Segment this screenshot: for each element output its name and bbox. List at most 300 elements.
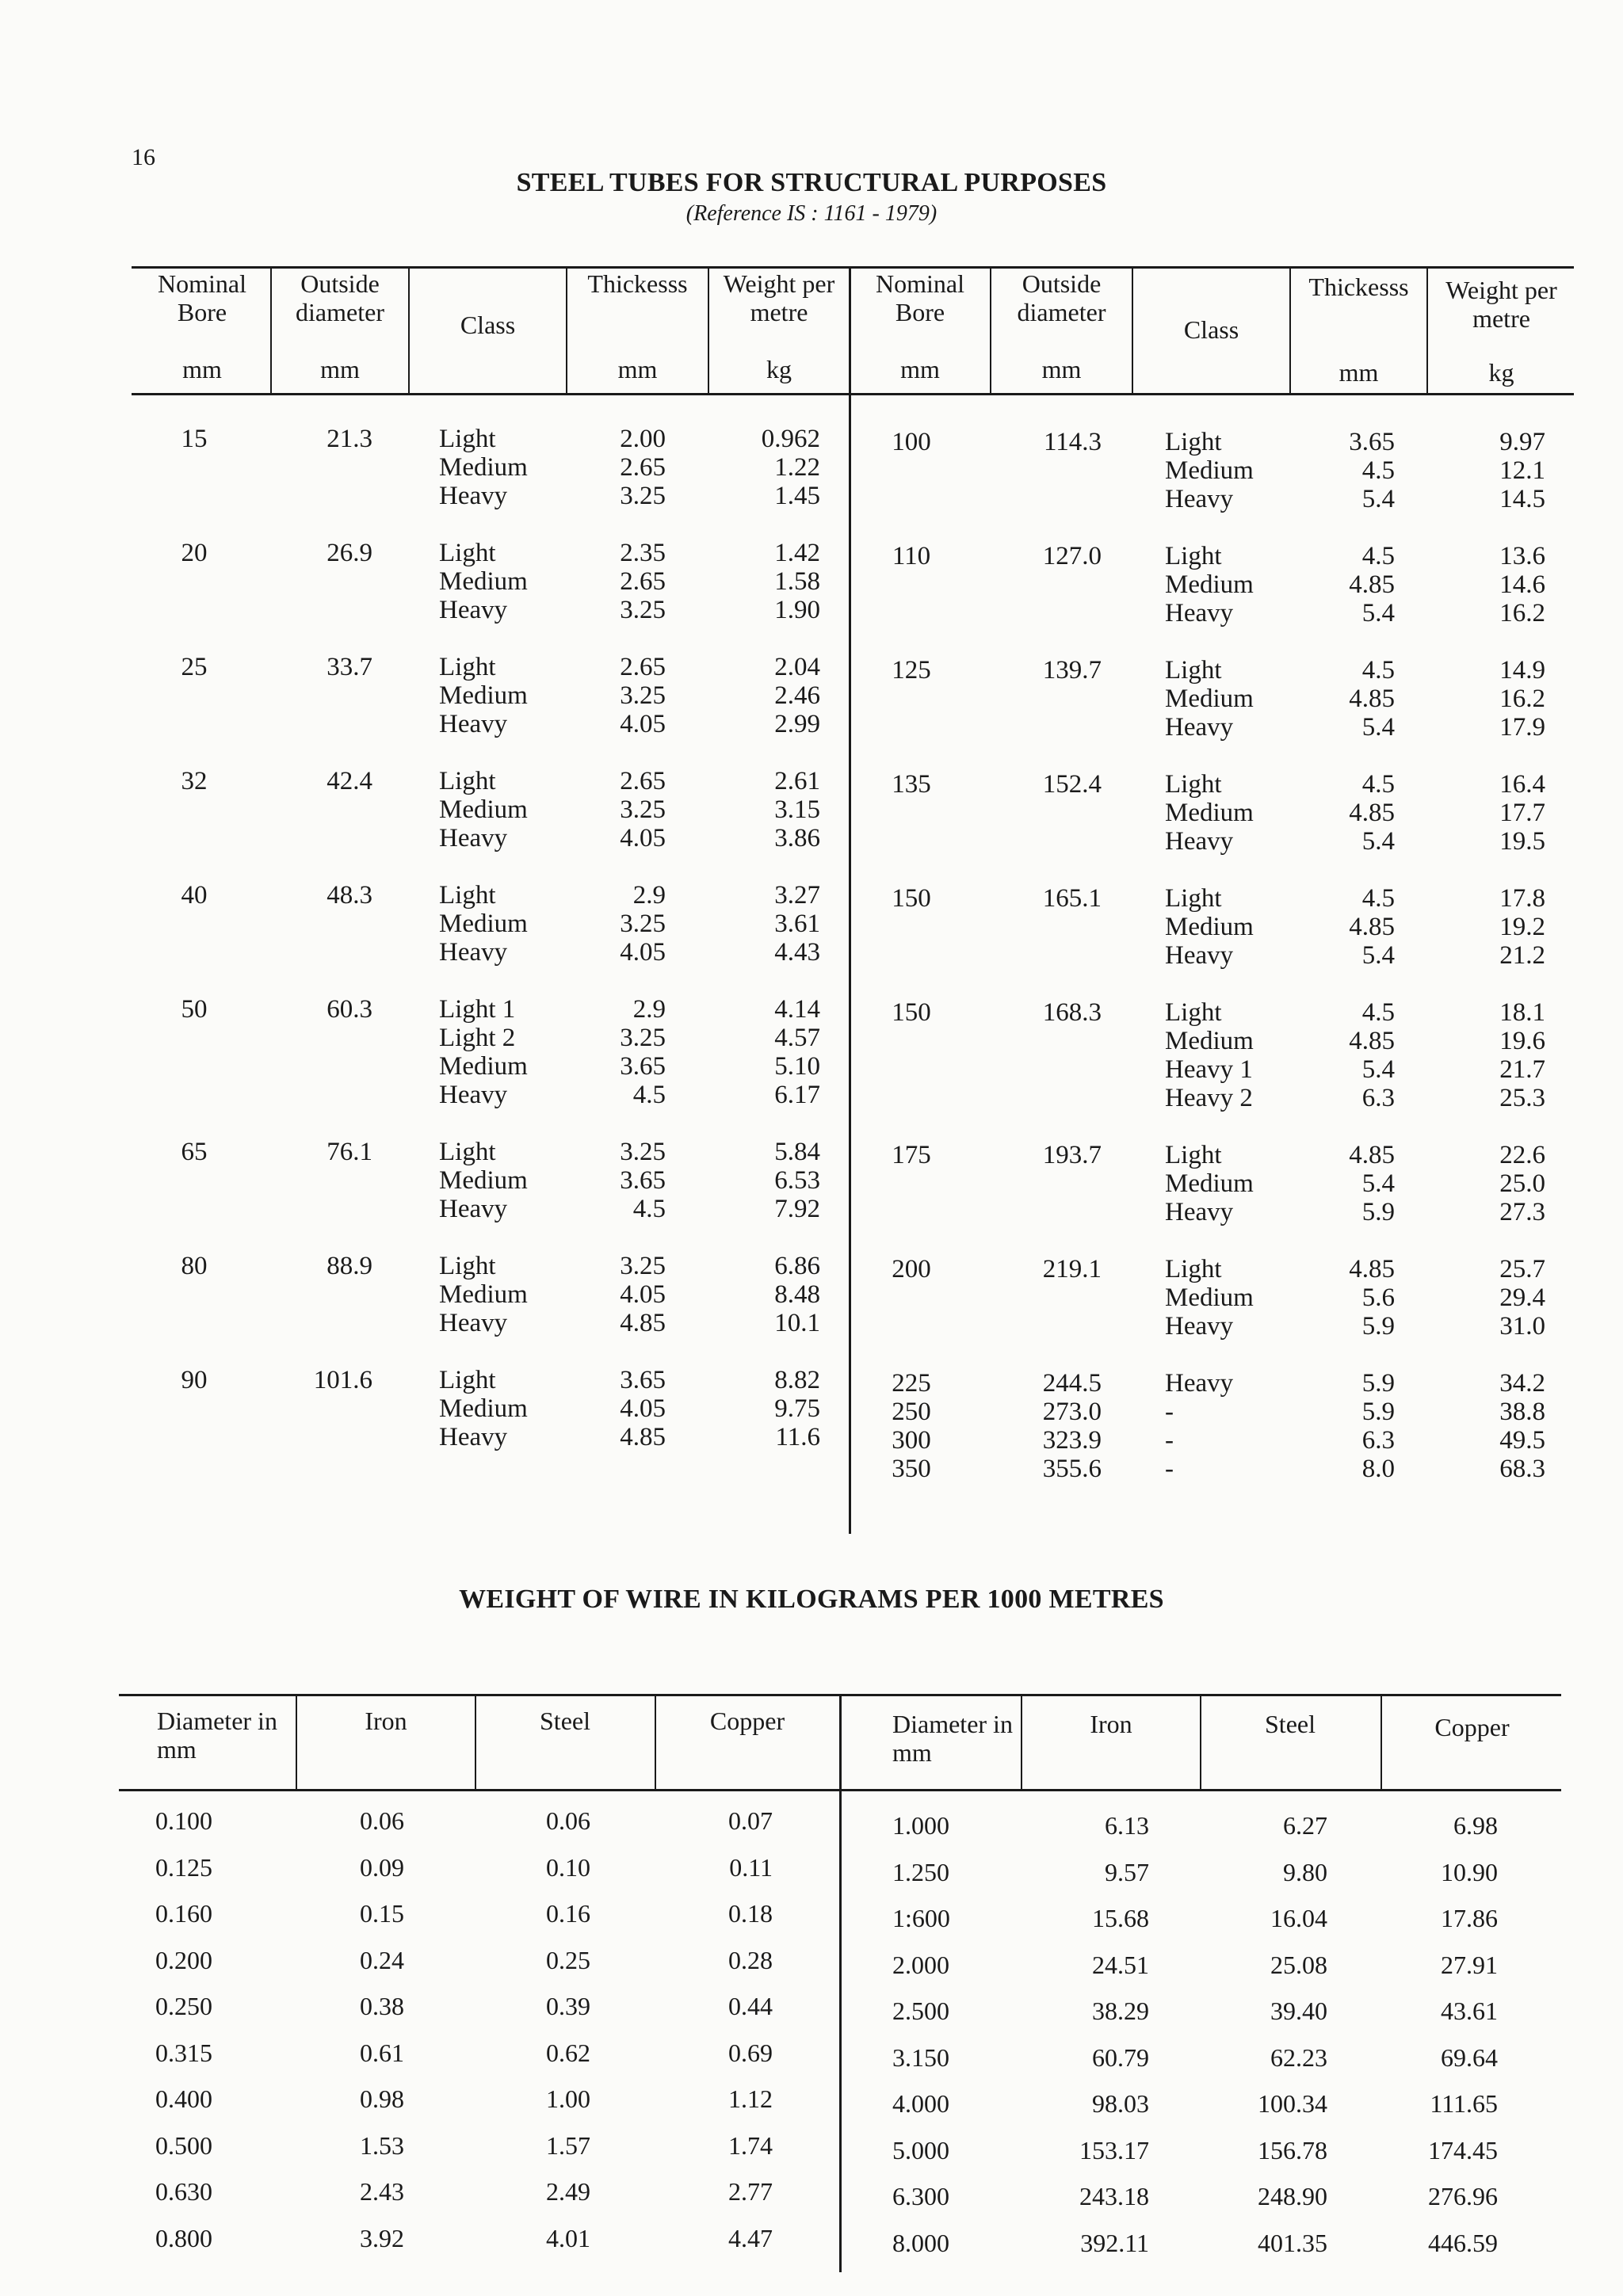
nominal-bore-value: 50 <box>181 995 208 1024</box>
weight-value: 19.2 <box>1499 913 1545 941</box>
outside-diameter-column <box>277 1138 372 1166</box>
class-value: Medium <box>1165 1283 1254 1312</box>
wire-header-copper: Copper <box>1434 1713 1510 1741</box>
thickness-column <box>602 881 666 967</box>
outside-diameter-value: 26.9 <box>327 539 372 567</box>
weight-value: 6.53 <box>774 1166 820 1195</box>
weight-column <box>1450 1369 1545 1483</box>
weight-value: 49.5 <box>1499 1426 1545 1455</box>
thickness-value: 4.05 <box>620 710 666 738</box>
nominal-bore-column <box>872 656 951 685</box>
class-value: Heavy <box>439 1309 508 1337</box>
copper-weight-value: 10.90 <box>1441 1857 1498 1886</box>
thickness-value: 4.05 <box>620 824 666 852</box>
iron-weight-value: 0.61 <box>360 2038 404 2067</box>
thickness-value: 4.5 <box>632 1195 666 1223</box>
iron-weight-value: 24.51 <box>1092 1950 1149 1979</box>
weight-value: 2.61 <box>774 767 820 795</box>
nominal-bore-column <box>872 770 951 799</box>
thickness-column <box>602 1138 666 1223</box>
iron-weight-value: 392.11 <box>1080 2228 1149 2257</box>
thickness-value: 4.05 <box>620 1280 666 1309</box>
nominal-bore-column <box>872 884 951 913</box>
class-value: Light <box>439 425 496 453</box>
nominal-bore-column <box>135 1366 254 1394</box>
nominal-bore-value: 32 <box>181 767 208 795</box>
diameter-value: 0.125 <box>155 1852 212 1882</box>
class-value: Light <box>439 539 496 567</box>
class-value: Heavy <box>1165 1369 1234 1398</box>
weight-value: 16.4 <box>1499 770 1545 799</box>
class-column <box>439 881 558 967</box>
unit-mm: mm <box>182 355 222 383</box>
wire-header-diameter: Diameter in mm <box>157 1707 277 1764</box>
weight-column <box>1450 1255 1545 1341</box>
wire-header-steel: Steel <box>540 1707 590 1735</box>
thickness-value: 8.0 <box>1361 1455 1395 1483</box>
class-column <box>1165 428 1284 513</box>
copper-weight-value: 174.45 <box>1428 2135 1498 2164</box>
nominal-bore-column <box>872 1141 951 1169</box>
thickness-value: 4.5 <box>1361 542 1395 570</box>
thickness-value: 2.35 <box>620 539 666 567</box>
class-column <box>439 767 558 852</box>
tubes-col-divider <box>270 266 272 393</box>
weight-value: 1.22 <box>774 453 820 482</box>
iron-weight-value: 0.38 <box>360 1992 404 2020</box>
weight-value: 25.3 <box>1499 1084 1545 1112</box>
class-column <box>439 1366 558 1451</box>
weight-value: 25.0 <box>1499 1169 1545 1198</box>
steel-weight-value: 62.23 <box>1270 2042 1327 2072</box>
iron-weight-value: 6.13 <box>1105 1811 1149 1840</box>
thickness-value: 4.85 <box>1349 913 1395 941</box>
outside-diameter-value: 60.3 <box>327 995 372 1024</box>
class-column <box>1165 1369 1284 1483</box>
outside-diameter-value: 101.6 <box>313 1366 372 1394</box>
thickness-value: 3.65 <box>620 1366 666 1394</box>
unit-kg: kg <box>766 355 792 383</box>
diameter-value: 5.000 <box>892 2135 949 2164</box>
class-value: Light <box>1165 884 1222 913</box>
copper-weight-value: 0.28 <box>728 1945 773 1974</box>
weight-value: 6.17 <box>774 1081 820 1109</box>
copper-weight-value: 0.07 <box>728 1806 773 1835</box>
outside-diameter-column <box>1006 998 1102 1027</box>
steel-weight-value: 9.80 <box>1283 1857 1327 1886</box>
weight-value: 21.7 <box>1499 1055 1545 1084</box>
nominal-bore-value: 80 <box>181 1252 208 1280</box>
nominal-bore-value: 15 <box>181 425 208 453</box>
class-value: Medium <box>1165 913 1254 941</box>
class-value: Medium <box>1165 456 1254 485</box>
wire-header-diameter: Diameter in mm <box>892 1710 1013 1767</box>
diameter-value: 0.250 <box>155 1992 212 2020</box>
weight-value: 16.2 <box>1499 599 1545 627</box>
steel-weight-value: 0.06 <box>546 1806 590 1835</box>
thickness-value: 2.9 <box>632 881 666 910</box>
weight-value: 13.6 <box>1499 542 1545 570</box>
thickness-value: 3.25 <box>620 1138 666 1166</box>
thickness-value: 2.65 <box>620 453 666 482</box>
nominal-bore-value: 200 <box>892 1255 931 1283</box>
weight-value: 11.6 <box>775 1423 820 1451</box>
class-value: Medium <box>439 1394 528 1423</box>
diameter-value: 0.400 <box>155 2084 212 2113</box>
diameter-value: 1:600 <box>892 1904 950 1932</box>
class-value: Light <box>1165 1141 1222 1169</box>
steel-weight-value: 100.34 <box>1258 2089 1327 2118</box>
weight-column <box>1450 542 1545 627</box>
outside-diameter-value: 355.6 <box>1042 1455 1102 1483</box>
iron-weight-value: 3.92 <box>360 2223 404 2252</box>
outside-diameter-value: 127.0 <box>1042 542 1102 570</box>
class-value: Light <box>439 1138 496 1166</box>
outside-diameter-column <box>1006 656 1102 685</box>
weight-column <box>1450 428 1545 513</box>
copper-weight-value: 2.77 <box>728 2177 773 2206</box>
outside-diameter-column <box>277 881 372 910</box>
class-value: Heavy <box>1165 827 1234 856</box>
weight-column <box>1450 884 1545 970</box>
thickness-column <box>1316 998 1395 1112</box>
diameter-value: 0.100 <box>155 1806 212 1835</box>
nominal-bore-column <box>135 425 254 453</box>
iron-weight-value: 60.79 <box>1092 2042 1149 2072</box>
thickness-value: 4.5 <box>1361 456 1395 485</box>
iron-weight-value: 0.09 <box>360 1852 404 1882</box>
nominal-bore-column <box>872 998 951 1027</box>
diameter-value: 1.000 <box>892 1811 949 1840</box>
weight-value: 16.2 <box>1499 685 1545 713</box>
diameter-value: 0.500 <box>155 2130 212 2160</box>
class-value: Heavy <box>1165 485 1234 513</box>
class-value: Medium <box>439 910 528 938</box>
steel-weight-value: 1.57 <box>546 2130 590 2160</box>
class-value: Heavy <box>439 482 508 510</box>
tubes-header-bottom-rule <box>132 393 1574 395</box>
thickness-value: 5.6 <box>1361 1283 1395 1312</box>
weight-value: 8.82 <box>774 1366 820 1394</box>
thickness-value: 4.5 <box>632 1081 666 1109</box>
iron-weight-value: 1.53 <box>360 2130 404 2160</box>
nominal-bore-column <box>135 881 254 910</box>
copper-weight-value: 111.65 <box>1430 2089 1498 2118</box>
outside-diameter-column <box>1006 770 1102 799</box>
weight-value: 27.3 <box>1499 1198 1545 1226</box>
thickness-value: 4.85 <box>1349 685 1395 713</box>
nominal-bore-value: 175 <box>892 1141 931 1169</box>
class-value: Light <box>439 1252 496 1280</box>
iron-weight-value: 38.29 <box>1092 1997 1149 2025</box>
outside-diameter-value: 33.7 <box>327 653 372 681</box>
thickness-value: 4.85 <box>1349 1141 1395 1169</box>
class-value: Medium <box>439 1280 528 1309</box>
thickness-column <box>1316 542 1395 627</box>
header-nominal-bore: Nominal Bore <box>876 269 964 326</box>
tubes-center-divider <box>849 266 851 1534</box>
steel-weight-value: 0.39 <box>546 1992 590 2020</box>
thickness-column <box>602 653 666 738</box>
thickness-value: 2.00 <box>620 425 666 453</box>
thickness-value: 3.25 <box>620 1252 666 1280</box>
weight-column <box>725 653 820 738</box>
nominal-bore-value: 250 <box>892 1398 931 1426</box>
class-column <box>1165 884 1284 970</box>
thickness-value: 3.65 <box>1349 428 1395 456</box>
weight-value: 12.1 <box>1499 456 1545 485</box>
class-value: Heavy <box>1165 599 1234 627</box>
diameter-value: 4.000 <box>892 2089 949 2118</box>
thickness-value: 5.4 <box>1361 599 1395 627</box>
class-value: Medium <box>439 681 528 710</box>
class-value: Heavy <box>439 1423 508 1451</box>
thickness-column <box>1316 884 1395 970</box>
class-value: - <box>1165 1426 1174 1455</box>
outside-diameter-column <box>277 1252 372 1280</box>
class-value: Light <box>439 1366 496 1394</box>
class-column <box>439 539 558 624</box>
weight-column <box>1450 656 1545 742</box>
weight-value: 14.6 <box>1499 570 1545 599</box>
header-class: Class <box>1183 315 1239 344</box>
outside-diameter-value: 48.3 <box>327 881 372 910</box>
diameter-value: 2.500 <box>892 1997 949 2025</box>
weight-value: 5.10 <box>774 1052 820 1081</box>
weight-value: 19.6 <box>1499 1027 1545 1055</box>
weight-value: 9.75 <box>774 1394 820 1423</box>
class-value: Medium <box>1165 570 1254 599</box>
class-value: Light <box>1165 770 1222 799</box>
outside-diameter-value: 139.7 <box>1042 656 1102 685</box>
nominal-bore-value: 300 <box>892 1426 931 1455</box>
class-value: Medium <box>1165 799 1254 827</box>
nominal-bore-value: 100 <box>892 428 931 456</box>
nominal-bore-value: 150 <box>892 998 931 1027</box>
weight-column <box>725 881 820 967</box>
class-value: Medium <box>439 453 528 482</box>
unit-kg: kg <box>1488 358 1514 387</box>
outside-diameter-value: 152.4 <box>1042 770 1102 799</box>
iron-weight-value: 153.17 <box>1079 2135 1149 2164</box>
weight-value: 3.61 <box>774 910 820 938</box>
thickness-value: 6.3 <box>1361 1426 1395 1455</box>
class-value: Medium <box>439 795 528 824</box>
steel-weight-value: 2.49 <box>546 2177 590 2206</box>
iron-weight-value: 98.03 <box>1092 2089 1149 2118</box>
copper-weight-value: 1.12 <box>728 2084 773 2113</box>
thickness-value: 3.65 <box>620 1052 666 1081</box>
header-outside-diameter: Outside diameter <box>296 269 384 326</box>
thickness-value: 2.65 <box>620 567 666 596</box>
copper-weight-value: 276.96 <box>1428 2182 1498 2210</box>
header-weight: Weight per metre <box>1445 276 1557 333</box>
weight-column <box>1450 770 1545 856</box>
iron-weight-value: 9.57 <box>1105 1857 1149 1886</box>
outside-diameter-value: 42.4 <box>327 767 372 795</box>
header-thickness: Thickesss <box>1308 273 1409 301</box>
thickness-value: 5.4 <box>1361 485 1395 513</box>
unit-mm: mm <box>1041 355 1082 383</box>
class-value: Medium <box>1165 1169 1254 1198</box>
header-outside-diameter: Outside diameter <box>1017 269 1106 326</box>
class-value: Heavy <box>1165 713 1234 742</box>
nominal-bore-column <box>135 1252 254 1280</box>
thickness-value: 3.25 <box>620 681 666 710</box>
thickness-value: 4.85 <box>1349 1255 1395 1283</box>
wire-col-divider <box>1021 1694 1022 1789</box>
weight-value: 25.7 <box>1499 1255 1545 1283</box>
outside-diameter-value: 273.0 <box>1042 1398 1102 1426</box>
outside-diameter-value: 88.9 <box>327 1252 372 1280</box>
diameter-value: 6.300 <box>892 2182 949 2210</box>
unit-mm: mm <box>617 355 658 383</box>
nominal-bore-value: 225 <box>892 1369 931 1398</box>
thickness-value: 5.9 <box>1361 1198 1395 1226</box>
class-value: Heavy <box>439 596 508 624</box>
thickness-value: 5.4 <box>1361 827 1395 856</box>
weight-column <box>1450 1141 1545 1226</box>
thickness-value: 5.9 <box>1361 1398 1395 1426</box>
thickness-value: 3.25 <box>620 482 666 510</box>
copper-weight-value: 446.59 <box>1428 2228 1498 2257</box>
weight-value: 1.42 <box>774 539 820 567</box>
thickness-value: 4.5 <box>1361 656 1395 685</box>
weight-value: 17.8 <box>1499 884 1545 913</box>
weight-value: 4.14 <box>774 995 820 1024</box>
thickness-value: 5.4 <box>1361 1055 1395 1084</box>
outside-diameter-column <box>277 539 372 567</box>
wire-header-iron: Iron <box>1090 1710 1132 1738</box>
class-column <box>439 1138 558 1223</box>
outside-diameter-column <box>1006 542 1102 570</box>
copper-weight-value: 0.44 <box>728 1992 773 2020</box>
class-value: - <box>1165 1455 1174 1483</box>
weight-value: 8.48 <box>774 1280 820 1309</box>
iron-weight-value: 0.98 <box>360 2084 404 2113</box>
tubes-col-divider <box>708 266 709 393</box>
class-value: Heavy <box>1165 1198 1234 1226</box>
class-value: Light <box>439 653 496 681</box>
weight-value: 22.6 <box>1499 1141 1545 1169</box>
class-value: Light 2 <box>439 1024 516 1052</box>
class-column <box>1165 542 1284 627</box>
weight-value: 5.84 <box>774 1138 820 1166</box>
outside-diameter-value: 21.3 <box>327 425 372 453</box>
page-number: 16 <box>132 144 155 170</box>
header-nominal-bore: Nominal Bore <box>158 269 246 326</box>
outside-diameter-value: 76.1 <box>327 1138 372 1166</box>
thickness-value: 4.05 <box>620 938 666 967</box>
weight-column <box>725 1366 820 1451</box>
wire-header-copper: Copper <box>709 1707 785 1735</box>
steel-weight-value: 248.90 <box>1258 2182 1327 2210</box>
weight-value: 9.97 <box>1499 428 1545 456</box>
steel-weight-value: 0.62 <box>546 2038 590 2067</box>
class-value: Heavy <box>439 824 508 852</box>
tubes-col-divider <box>1289 266 1291 393</box>
outside-diameter-column <box>1006 1369 1102 1483</box>
steel-weight-value: 0.25 <box>546 1945 590 1974</box>
thickness-value: 3.25 <box>620 795 666 824</box>
class-value: Heavy <box>439 938 508 967</box>
diameter-value: 0.200 <box>155 1945 212 1974</box>
class-column <box>439 653 558 738</box>
thickness-value: 5.4 <box>1361 941 1395 970</box>
nominal-bore-value: 65 <box>181 1138 208 1166</box>
nominal-bore-value: 135 <box>892 770 931 799</box>
thickness-column <box>602 539 666 624</box>
steel-weight-value: 401.35 <box>1258 2228 1327 2257</box>
thickness-value: 5.4 <box>1361 1169 1395 1198</box>
steel-weight-value: 25.08 <box>1270 1950 1327 1979</box>
nominal-bore-value: 125 <box>892 656 931 685</box>
weight-value: 2.99 <box>774 710 820 738</box>
wire-col-divider <box>296 1694 297 1789</box>
thickness-value: 2.65 <box>620 653 666 681</box>
thickness-column <box>1316 1141 1395 1226</box>
tubes-col-divider <box>990 266 991 393</box>
outside-diameter-value: 219.1 <box>1042 1255 1102 1283</box>
class-value: Heavy <box>439 1195 508 1223</box>
thickness-value: 4.85 <box>620 1423 666 1451</box>
class-value: Light <box>1165 542 1222 570</box>
copper-weight-value: 17.86 <box>1441 1904 1498 1932</box>
class-value: Medium <box>439 567 528 596</box>
outside-diameter-value: 323.9 <box>1042 1426 1102 1455</box>
outside-diameter-column <box>1006 884 1102 913</box>
wire-table-title: WEIGHT OF WIRE IN KILOGRAMS PER 1000 METRES <box>459 1585 1164 1614</box>
weight-value: 2.46 <box>774 681 820 710</box>
unit-mm: mm <box>320 355 360 383</box>
nominal-bore-value: 350 <box>892 1455 931 1483</box>
class-value: Medium <box>1165 685 1254 713</box>
steel-weight-value: 0.16 <box>546 1899 590 1928</box>
steel-weight-value: 39.40 <box>1270 1997 1327 2025</box>
diameter-value: 0.630 <box>155 2177 212 2206</box>
diameter-value: 0.800 <box>155 2223 212 2252</box>
thickness-value: 3.65 <box>620 1166 666 1195</box>
weight-value: 1.45 <box>774 482 820 510</box>
class-column <box>1165 770 1284 856</box>
nominal-bore-column <box>872 428 951 456</box>
outside-diameter-column <box>1006 1255 1102 1283</box>
class-value: Medium <box>439 1052 528 1081</box>
wire-col-divider <box>655 1694 656 1789</box>
nominal-bore-column <box>135 995 254 1024</box>
outside-diameter-column <box>277 767 372 795</box>
nominal-bore-column <box>135 1138 254 1166</box>
outside-diameter-column <box>277 995 372 1024</box>
thickness-value: 5.4 <box>1361 713 1395 742</box>
nominal-bore-column <box>872 1255 951 1283</box>
weight-value: 1.90 <box>774 596 820 624</box>
weight-column <box>725 539 820 624</box>
thickness-value: 6.3 <box>1361 1084 1395 1112</box>
nominal-bore-value: 25 <box>181 653 208 681</box>
class-column <box>1165 1141 1284 1226</box>
thickness-value: 4.05 <box>620 1394 666 1423</box>
weight-value: 3.27 <box>774 881 820 910</box>
copper-weight-value: 6.98 <box>1453 1811 1498 1840</box>
thickness-value: 4.85 <box>1349 570 1395 599</box>
diameter-value: 2.000 <box>892 1950 949 1979</box>
weight-value: 34.2 <box>1499 1369 1545 1398</box>
header-thickness: Thickesss <box>587 269 688 298</box>
iron-weight-value: 0.24 <box>360 1945 404 1974</box>
weight-value: 29.4 <box>1499 1283 1545 1312</box>
weight-value: 19.5 <box>1499 827 1545 856</box>
